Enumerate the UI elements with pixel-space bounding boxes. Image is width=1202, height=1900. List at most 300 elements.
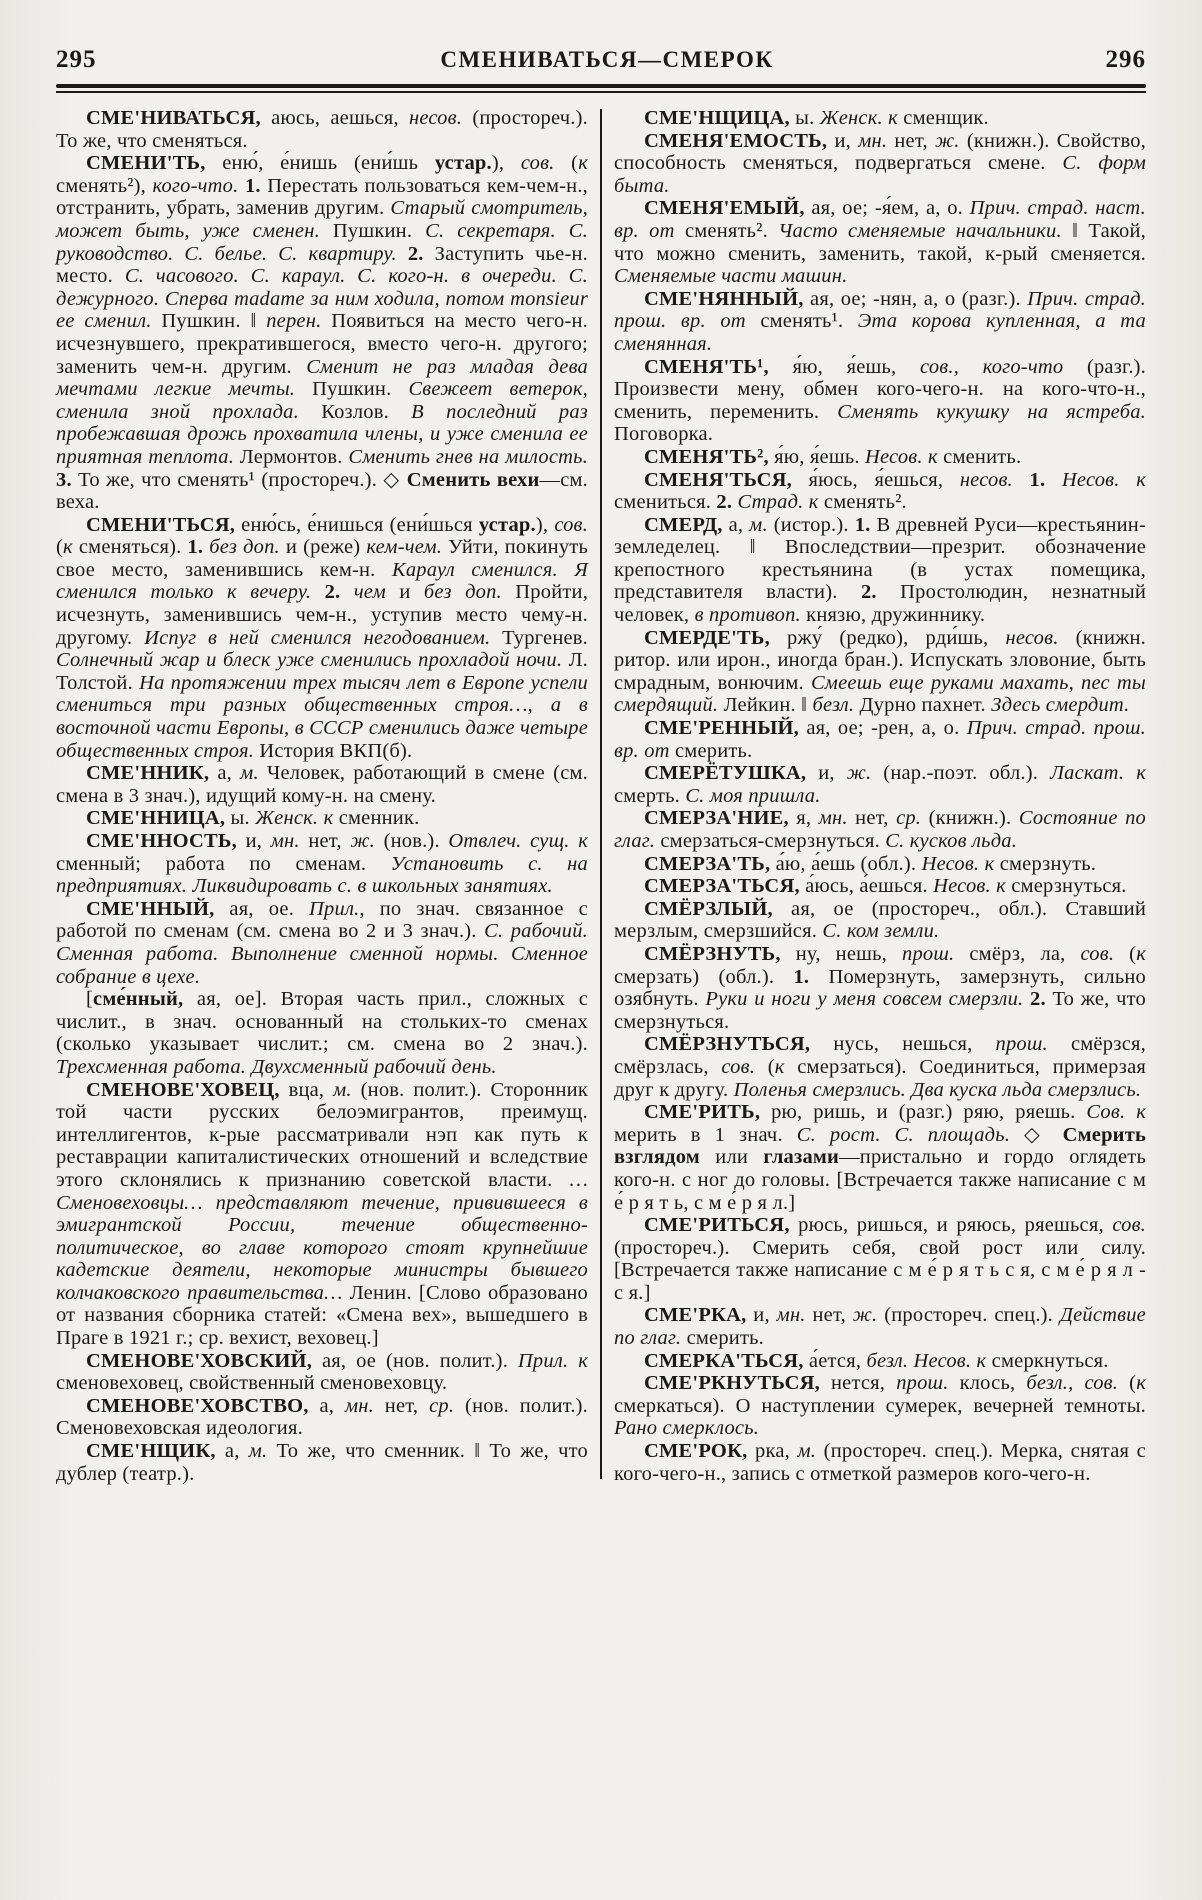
text-run: прош. (995, 1033, 1048, 1056)
text-run: глазами (763, 1146, 840, 1169)
text-run: а́юсь, а́ешься. (799, 875, 934, 898)
dictionary-entry (614, 356, 1146, 446)
text-run: сов. (520, 152, 555, 175)
text-run: ж. (846, 762, 872, 785)
dictionary-entry (614, 1101, 1146, 1214)
text-run: я́ю, я́ешь. (768, 445, 866, 468)
text-run: перен. (266, 310, 322, 333)
text-run (340, 581, 353, 603)
text-run: и (реже) (279, 536, 367, 559)
dictionary-entry (614, 762, 1146, 807)
text-run: Сменить гнев на милость. (348, 445, 588, 468)
text-run: СМЕ'РОК, (644, 1440, 748, 1463)
text-run: С. секретаря. С. руководство. С. белье. С. квартиру. (56, 219, 588, 265)
text-run: Несов. к (921, 852, 995, 875)
text-run: несов. (1005, 626, 1059, 649)
text-run: ая, ое. (214, 897, 310, 920)
text-run: сов., кого-что (920, 355, 1064, 378)
text-run: 2. (407, 242, 424, 265)
text-run: ы. (789, 107, 820, 129)
text-run: и, (806, 762, 847, 785)
text-run: нет, (805, 1304, 853, 1327)
text-run: нет, (847, 807, 897, 830)
text-run: клось, (948, 1372, 1027, 1395)
dictionary-entry (614, 1372, 1146, 1440)
text-run: (истор.). (767, 513, 855, 536)
text-run: прош. (902, 942, 955, 965)
text-run: Пройти, исчезнуть, заменившись чем-н., уступив место чему-н. другому. (56, 581, 589, 649)
text-run: Человек, работающий в смене (см. смена в 3 знач.), идущий кому-н. на смену. (56, 762, 588, 807)
text-run: С. ком земли. (822, 920, 940, 943)
text-run: ну, нешь, (780, 942, 902, 965)
text-run: Дурно пахнет. (854, 694, 992, 717)
text-run: Лейкин. ‖ (718, 694, 813, 717)
text-run: 3. (56, 468, 72, 491)
text-run: (разг.). Произвести мену, обмен кого-чего-н. на кого-что-н., сменить, переменить. (614, 355, 1146, 423)
text-run (1023, 988, 1030, 1010)
text-run: Заступить чье-н. место. (56, 242, 588, 288)
text-run: ‖ Такой, что можно сменить, заменить, такой, к-рый сменяется. (614, 219, 1146, 265)
text-run: СМЁРЗНУТЬСЯ, (644, 1033, 811, 1056)
text-run: (нов.). (374, 830, 449, 852)
text-run: смениться. (614, 491, 717, 514)
text-run: рюсь, ришься, и ряюсь, ряешься, (789, 1214, 1113, 1237)
text-run: мерить в 1 знач. (614, 1123, 797, 1146)
text-run: СМЕРДЕ'ТЬ, (644, 626, 770, 649)
text-run: Прич. страд. прош. вр. от (614, 287, 1146, 333)
text-run: (нар.-поэт. обл.). (871, 762, 1051, 785)
text-run: СМЁРЗЛЫЙ, (644, 897, 773, 920)
text-run: нется, (819, 1372, 897, 1395)
text-run: ср. (429, 1394, 455, 1417)
text-run: Ленин. [Слово образовано от названия сборника статей: «Смена вех», вышедшего в Праге в 1921 г.; ср. вехист, веховец.] (56, 1281, 589, 1350)
right-column (614, 107, 1146, 1485)
text-run: смеркаться). О наступлении сумерек, вечерней темноты. (614, 1394, 1146, 1417)
text-run: сменщик. (897, 107, 989, 129)
text-run: смёрзся, смёрзлась, (614, 1033, 1146, 1078)
text-run: сменять². (674, 219, 779, 242)
text-run: Смерить взглядом (614, 1123, 1146, 1169)
text-run: по знач. связанное с работой по сменам (см. смена во 2 и 3 знач.). (56, 897, 588, 943)
text-run: Сменит не раз младая дева мечтами легкие мечты. (56, 355, 588, 401)
text-run: смерзать) (обл.). (614, 965, 794, 988)
text-run (1013, 469, 1030, 491)
text-run: Эта корова купленная, а та сменянная. (614, 310, 1146, 355)
text-run: сменовеховец, свойственный сменовеховцу. (56, 1372, 448, 1395)
text-run: а, (722, 513, 750, 536)
dictionary-entry (56, 898, 588, 988)
text-run: еню́сь, е́нишься (ени́шься (235, 513, 479, 536)
header-rule-thick (56, 84, 1146, 88)
text-run (1045, 469, 1062, 491)
text-run: ая, ое (простореч., обл.). Ставший мерзлым, смерзшийся. (614, 897, 1146, 943)
text-run: 1. (793, 965, 810, 988)
dictionary-entry (56, 514, 588, 763)
text-run: а́ется, (803, 1349, 867, 1372)
text-run: смерзнуться. (1005, 875, 1127, 898)
text-run: Прил., (309, 897, 365, 920)
text-run: СМЕНОВЕ'ХОВСКИЙ, (86, 1349, 313, 1372)
text-run: Сменять кукушку на ястреба. (837, 400, 1146, 423)
text-run: СМЕ'НИВАТЬСЯ, (86, 107, 261, 129)
text-run: Рано смерклось. (614, 1417, 760, 1440)
text-run: 1. (244, 174, 261, 197)
text-run: смерить. (681, 1327, 764, 1350)
text-run: СМЕ'ННОСТЬ, (86, 830, 237, 852)
text-run: без доп. (209, 536, 280, 559)
dictionary-entry (56, 1395, 588, 1440)
text-run: рка, (747, 1440, 798, 1463)
dictionary-entry (56, 1440, 588, 1485)
text-run: Страд. к (737, 491, 819, 514)
text-run: Поленья смерзлись. Два куска льда смерзлись. (733, 1078, 1142, 1101)
text-run: Часто сменяемые начальники. (778, 219, 1062, 242)
text-run: СМЕНЯ'ЕМОСТЬ, (644, 129, 828, 152)
text-run: кем-чем. (366, 536, 443, 559)
text-run: 2. (1030, 988, 1046, 1011)
text-run: (простореч. спец.). Мерка, снятая с кого-чего-н., запись с отметкой размеров кого-чего-н. (614, 1440, 1146, 1485)
text-run: 1. (854, 513, 871, 536)
text-run: СМЕРЗА'НИЕ, (644, 807, 789, 830)
text-run: устар. (478, 513, 536, 536)
text-run: СМЕ'РЕННЫЙ, (644, 717, 800, 740)
text-run: ы. (225, 807, 256, 830)
dictionary-entry (614, 197, 1146, 287)
text-run: ж. (350, 830, 375, 852)
text-run: С. рабочий. Сменная работа. Выполнение сменной нормы. Сменное собрание в цехе. (56, 920, 588, 988)
text-run: [ (86, 988, 94, 1011)
dictionary-entry (614, 875, 1146, 898)
text-run: СМЕ'РКА, (644, 1304, 747, 1327)
text-run: устар. (434, 152, 492, 175)
header-rule (56, 84, 1146, 93)
text-run: Свежеет ветерок, сменила зной прохлада. (56, 378, 588, 423)
text-run: мн. (818, 807, 848, 830)
text-run: к (1136, 1372, 1146, 1395)
text-run: и, (827, 129, 859, 152)
text-run: Караул сменился. Я сменился только к вечеру. (56, 558, 589, 604)
left-column (56, 107, 588, 1485)
text-run: аюсь, аешься, (260, 107, 409, 129)
text-run: нусь, нешься, (810, 1033, 996, 1056)
text-run: а, (209, 762, 241, 785)
text-run: Тургенев. (490, 626, 588, 649)
text-run: Несов. к (865, 445, 938, 468)
dictionary-entry (56, 807, 588, 830)
dictionary-entry (614, 514, 1146, 627)
text-run: ( (1114, 942, 1137, 965)
text-run: Померзнуть, замерзнуть, сильно озябнуть. (614, 965, 1147, 1011)
text-run: ая, ое; -рен, а, о. (799, 717, 967, 740)
text-run (397, 243, 408, 265)
text-run: м. (749, 513, 768, 536)
text-run: История ВКП(б). (254, 739, 413, 762)
text-run: (простореч.). Смерить себя, свой рост или силу. [Встречается также написание с м е́ р я т ь с я, с м е́ р я л - с я.] (614, 1236, 1146, 1304)
text-run: Испуг в ней сменился негодованием. (144, 626, 491, 649)
text-run: сов. (1080, 942, 1115, 965)
text-run: СМЕНЯ'ТЬ², (644, 445, 769, 468)
text-run: ржу́ (редко), рди́шь, (769, 626, 1006, 649)
text-run: сменный; работа по сменам. (56, 852, 391, 875)
text-run: Уйти, покинуть свое место, заменившись кем-н. (56, 536, 589, 581)
text-run: То же, что сменять¹ (простореч.). ◇ (71, 468, 407, 491)
text-run: смерзнуть. (994, 852, 1097, 875)
text-run: …Сменовеховцы… представляют течение, привившееся в эмигрантской России, течение общественно-политическое, во главе которого стоят крупнейшие кадетские деятели, некоторые министры бывшего колчаковского правительства… (56, 1168, 588, 1304)
text-run: смерзаться-смерзнуться. (655, 830, 886, 852)
text-run: мн. (270, 830, 300, 852)
text-run: ая, ое; -нян, а, о (разг.). (803, 287, 1028, 310)
text-run: (простореч. спец.). (877, 1304, 1060, 1327)
text-run: 2. (860, 581, 877, 604)
header-rule-thin (56, 91, 1146, 93)
text-run: я́юсь, я́ешься, (791, 468, 960, 491)
text-run: Женск. к (255, 807, 334, 830)
text-run: смёрз, ла, (954, 942, 1081, 965)
text-run: ая, ое; -я́ем, а, о. (804, 197, 970, 220)
running-head: СМЕНИВАТЬСЯ—СМЕРОК (440, 47, 774, 72)
text-run: м. (333, 1078, 352, 1101)
text-run: —см. веха. (56, 468, 589, 514)
text-run: в противоп. (694, 604, 801, 627)
text-run: —пристально и гордо оглядеть кого-н. с ног до головы. [Встречается также написание с м е́ р я т ь, с м е́ р я л.] (614, 1146, 1147, 1214)
text-run: вца, (279, 1078, 334, 1101)
text-run: Прич. страд. прош. вр. от (614, 717, 1146, 762)
text-run: СМЕРЗА'ТЬ, (644, 852, 771, 875)
dictionary-entry (614, 130, 1146, 198)
text-run (311, 581, 324, 603)
text-run: Несов. к (1061, 468, 1147, 491)
text-run: сов. (721, 1055, 756, 1078)
text-run: (книжн.). (921, 807, 1019, 830)
text-run: С. рост. С. площадь. (796, 1123, 1011, 1146)
text-run: СМЕРКА'ТЬСЯ, (644, 1349, 804, 1372)
text-run: прош. (896, 1372, 949, 1395)
text-run: СМЕ'ННИК, (86, 762, 210, 785)
text-run: Простолюдин, незнатный человек, (614, 581, 1146, 627)
text-run: (простореч.). То же, что сменяться. (56, 107, 588, 152)
text-run: ср. (896, 807, 922, 830)
text-run: ), (535, 513, 555, 536)
text-run: Руки и ноги у меня совсем смерзли. (705, 988, 1024, 1011)
text-run: сов. (1112, 1214, 1146, 1237)
text-run: СМЁРЗНУТЬ, (644, 942, 781, 965)
text-run: С. форм быта. (614, 152, 1147, 197)
dictionary-entry (56, 762, 588, 807)
text-run: СМЕРЁТУШКА, (644, 762, 807, 785)
text-run: мн. (858, 129, 888, 152)
text-run: С. моя пришла. (685, 784, 821, 807)
text-run: князю, дружиннику. (800, 604, 986, 627)
text-run: ая, ое (нов. полит.). (312, 1349, 518, 1372)
text-run: То же, что смерзнуться. (614, 988, 1146, 1033)
text-run: или (699, 1146, 764, 1169)
text-run: сменять². (818, 491, 907, 514)
text-run: кого-что. (152, 174, 239, 197)
text-run: С. часового. С. караул. С. кого-н. в очереди. С. дежурного. Сперва madame за ним ходила, потом monsieur ее сменил. (56, 265, 588, 333)
text-run: ( (755, 1055, 775, 1078)
text-run: Прич. страд. наст. вр. от (614, 197, 1146, 242)
dictionary-entry (614, 1033, 1146, 1101)
text-run: несов. (409, 107, 463, 129)
dictionary-entry (614, 107, 1146, 130)
text-run: ая, ое]. Вторая часть прил., сложных с числит., в знач. основанный на стольких-то сменах (сколько указывает числит.; см. смена во 2 знач.). (56, 988, 588, 1056)
text-run: м. (240, 762, 259, 785)
text-run: к (578, 152, 588, 175)
text-run: Пушкин. (295, 378, 409, 401)
text-run: Появиться на место чего-н. исчезнувшего, прекратившегося, вместо чего-н. другого; заменить чем-н. другим. (56, 310, 588, 378)
text-run: (книжн. ритор. или ирон., иногда бран.). Испускать зловоние, быть смрадным, вонючим. (614, 626, 1146, 694)
text-run: и, (236, 830, 271, 852)
text-run: 2. (716, 491, 733, 514)
dictionary-entry (614, 1350, 1146, 1373)
text-run: СМЕНЯ'ТЬ¹, (644, 355, 769, 378)
text-run: Перестать пользоваться кем-чем-н., отстранить, убрать, заменив другим. (56, 174, 589, 220)
dictionary-entry (614, 446, 1146, 469)
text-run: СМЕНЯ'ЕМЫЙ, (644, 197, 805, 220)
text-run: ), (491, 152, 521, 175)
text-run: смерть. (614, 784, 686, 807)
text-run: Солнечный жар и блеск уже сменились прохладой ночи. (56, 649, 563, 672)
text-run: Л. Толстой. (56, 649, 588, 694)
text-run: Ласкат. к (1050, 762, 1146, 785)
dictionary-entry (56, 1350, 588, 1395)
text-run: Сменить вехи (406, 468, 540, 491)
dictionary-entry (614, 1304, 1146, 1349)
dictionary-entry (614, 627, 1146, 717)
dictionary-entry (614, 288, 1146, 356)
text-run: сменяться). (72, 536, 188, 559)
text-run: ( (56, 536, 64, 559)
text-run: Прил. к (517, 1349, 588, 1372)
text-run: а, (215, 1440, 249, 1463)
text-run: еню́, е́нишь (ени́шь (205, 152, 435, 175)
text-run: сме́нный, (93, 988, 184, 1011)
text-run: а́ю, а́ешь (обл.). (770, 852, 922, 875)
text-run: ж. (852, 1304, 878, 1327)
dictionary-entry (56, 107, 588, 152)
text-run: Женск. к (819, 107, 898, 129)
dictionary-entry (56, 988, 588, 1078)
text-run: На протяжении трех тысяч лет в Европе успели смениться три разных общественных строя…, а в восточной части Европы, в СССР сменились даже четыре общественных строя. (56, 671, 589, 762)
text-run: СМЕ'РИТЬ, (644, 1101, 761, 1124)
text-run: Поговорка. (614, 423, 714, 446)
text-columns (56, 107, 1146, 1485)
text-run: СМЕ'РКНУТЬСЯ, (644, 1372, 820, 1395)
dictionary-entry (614, 943, 1146, 1033)
dictionary-entry (614, 1214, 1146, 1304)
text-run: Здесь смердит. (991, 694, 1130, 717)
dictionary-entry (614, 807, 1146, 852)
text-run: СМЕНОВЕ'ХОВСТВО, (86, 1394, 309, 1417)
text-run: несов. (959, 468, 1013, 491)
text-run: СМЕНЯ'ТЬСЯ, (644, 468, 792, 491)
dictionary-entry (56, 830, 588, 898)
dictionary-entry (614, 1440, 1146, 1485)
text-run: ◇ (1010, 1123, 1063, 1146)
text-run: Сменяемые части машин. (614, 265, 848, 288)
text-run: нет, (373, 1394, 430, 1417)
text-run: Пушкин. ‖ (151, 310, 267, 333)
text-run: Лермонтов. (234, 445, 349, 468)
text-run: Сов. к (1086, 1101, 1146, 1124)
text-run: СМЕРД, (644, 513, 723, 536)
text-run: а, (308, 1394, 345, 1417)
text-run: нет, (299, 830, 351, 852)
text-run: мн. (776, 1304, 806, 1327)
text-run: и (385, 581, 424, 604)
text-run: Отвлеч. сущ. к (448, 830, 588, 852)
text-run: Смеешь еще руками махать, пес ты смердящий. (614, 671, 1146, 717)
dictionary-entry (56, 1079, 588, 1350)
text-run: 1. (187, 536, 204, 559)
column-divider (600, 109, 602, 1479)
text-run: смеркнуться. (986, 1349, 1109, 1372)
text-run: (книжн.). Свойство, способность сменяться, подвергаться смене. (614, 129, 1146, 175)
text-run: ( (554, 152, 579, 175)
text-run: СМЕНОВЕ'ХОВЕЦ, (86, 1078, 280, 1101)
text-run: СМЕРЗА'ТЬСЯ, (644, 875, 800, 898)
text-run: Козлов. (298, 400, 412, 423)
text-run: СМЕ'НЩИК, (86, 1440, 216, 1463)
text-run: к (1136, 942, 1147, 965)
dictionary-entry (614, 853, 1146, 876)
text-run: я́ю, я́ешь, (768, 355, 921, 378)
dictionary-entry (614, 717, 1146, 762)
text-run: Состояние по глаг. (614, 807, 1146, 852)
dictionary-entry (614, 469, 1146, 514)
text-run: без доп. (423, 581, 502, 604)
text-run: нет, (887, 129, 936, 152)
text-run: сменять²), (56, 174, 153, 197)
text-run: СМЕНИ'ТЬ, (86, 152, 206, 175)
text-run: СМЕ'ННИЦА, (86, 807, 226, 830)
text-run: СМЕНИ'ТЬСЯ, (86, 513, 236, 536)
text-run: (нов. полит.). Сторонник той части русских белоэмигрантов, преимущ. интеллигентов, к-рые рассматривали нэп как путь к реставрации капиталистических отношений и вследствие этого склонялись к признанию советской власти. (56, 1078, 588, 1191)
text-run: СМЕ'НЩИЦА, (644, 107, 790, 129)
text-run: Старый смотритель, может быть, уже сменен. (56, 197, 589, 242)
text-run: Пушкин. (319, 219, 426, 242)
text-run: То же, что сменник. ‖ То же, что дублер (театр.). (56, 1440, 588, 1485)
page-number-right: 296 (1105, 46, 1146, 73)
text-run: смерить. (669, 739, 753, 762)
text-run: к (774, 1055, 785, 1078)
text-run: и, (746, 1304, 777, 1327)
page-number-left: 295 (56, 46, 97, 73)
text-run: ж. (935, 129, 960, 152)
text-run: безл. (866, 1349, 909, 1372)
text-run: С. кусков льда. (885, 830, 1018, 852)
text-run: сменник. (333, 807, 420, 830)
text-run: м. (248, 1440, 268, 1463)
text-run: Действие по глаг. (614, 1304, 1146, 1350)
text-run: (нов. полит.). Сменовеховская идеология. (56, 1394, 589, 1440)
text-run: Трехсменная работа. Двухсменный рабочий день. (56, 1055, 497, 1078)
dictionary-entry (614, 898, 1146, 943)
text-run: безл. (812, 694, 855, 717)
text-run: ( (1118, 1372, 1137, 1395)
text-run: В последний раз пробежавшая дрожь прохватила члены, и уже сменила ее приятная теплота. (56, 400, 588, 468)
text-run: Установить с. на предприятиях. Ликвидировать с. в школьных занятиях. (56, 852, 588, 898)
text-run: смерзаться). Соединиться, примерзая друг к другу. (614, 1055, 1147, 1101)
text-run: СМЕ'ННЫЙ, (86, 897, 215, 920)
text-run: мн. (344, 1394, 374, 1417)
text-run: Несов. к (933, 875, 1006, 898)
text-run: чем (353, 581, 386, 604)
page-header (56, 46, 1146, 74)
text-run: сменить. (937, 445, 1022, 468)
text-run: м. (797, 1440, 817, 1463)
dictionary-entry (56, 152, 588, 514)
